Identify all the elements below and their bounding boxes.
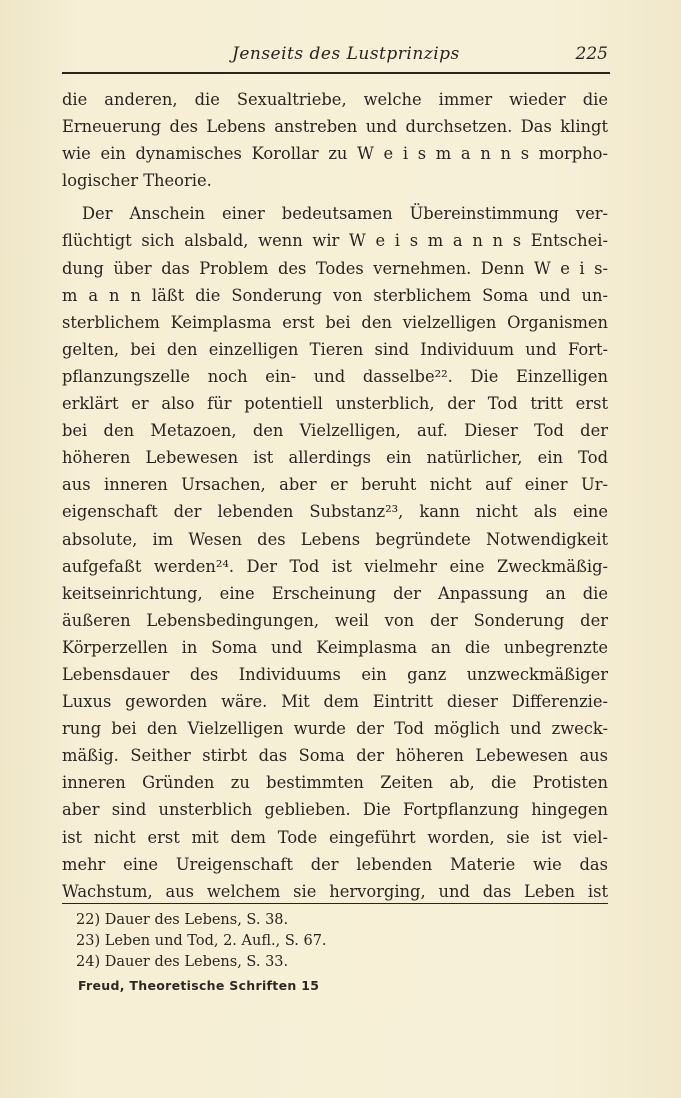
footnote: 24) Dauer des Lebens, S. 33. bbox=[76, 954, 289, 970]
text-line: eigenschaft der lebenden Substanz²³, kann nicht als eine bbox=[62, 502, 608, 522]
text-line: aber sind unsterblich geblieben. Die Fortpflanzung hingegen bbox=[62, 800, 608, 820]
text-line: m a n n läßt die Sonderung von sterblichem Soma und un- bbox=[62, 285, 608, 305]
footnote: 22) Dauer des Lebens, S. 38. bbox=[76, 912, 289, 928]
text-line: bei den Metazoen, den Vielzelligen, auf. Dieser Tod der bbox=[62, 421, 608, 441]
text-line: dung über das Problem des Todes vernehmen. Denn W e i s- bbox=[62, 258, 608, 278]
text-line: mäßig. Seither stirbt das Soma der höheren Lebewesen aus bbox=[62, 746, 608, 766]
footnote-divider bbox=[62, 903, 608, 904]
footnote: 23) Leben und Tod, 2. Aufl., S. 67. bbox=[76, 933, 327, 949]
text-line: absolute, im Wesen des Lebens begründete Notwendigkeit bbox=[62, 529, 608, 549]
printer-signature: Freud, Theoretische Schriften 15 bbox=[78, 978, 320, 993]
text-line: inneren Gründen zu bestimmten Zeiten ab, die Protisten bbox=[62, 773, 608, 793]
text-line: die anderen, die Sexualtriebe, welche immer wieder die bbox=[62, 90, 608, 109]
text-line: mehr eine Ureigenschaft der lebenden Materie wie das bbox=[62, 854, 608, 874]
text-line: keitseinrichtung, eine Erscheinung der Anpassung an die bbox=[62, 583, 608, 603]
text-line: logischer Theorie. bbox=[62, 171, 212, 191]
text-line: äußeren Lebensbedingungen, weil von der Sonderung der bbox=[62, 610, 608, 630]
text-line: sterblichem Keimplasma erst bei den vielzelligen Organismen bbox=[62, 312, 608, 332]
text-line: pflanzungszelle noch ein- und dasselbe²². Die Einzelligen bbox=[62, 366, 608, 386]
text-line: erklärt er also für potentiell unsterblich, der Tod tritt erst bbox=[62, 394, 608, 414]
text-line: Lebensdauer des Individuums ein ganz unzweckmäßiger bbox=[62, 664, 608, 684]
text-line: Luxus geworden wäre. Mit dem Eintritt dieser Differenzie- bbox=[62, 692, 608, 712]
text-line: Körperzellen in Soma und Keimplasma an die unbegrenzte bbox=[62, 637, 608, 657]
text-line: rung bei den Vielzelligen wurde der Tod möglich und zweck- bbox=[62, 719, 608, 739]
text-line: wie ein dynamisches Korollar zu W e i s m a n n s morpho- bbox=[62, 144, 608, 164]
text-line: gelten, bei den einzelligen Tieren sind Individuum und Fort- bbox=[62, 339, 608, 359]
text-line: Wachstum, aus welchem sie hervorging, und das Leben ist bbox=[62, 881, 608, 901]
text-line: aus inneren Ursachen, aber er beruht nicht auf einer Ur- bbox=[62, 475, 608, 495]
text-line: ist nicht erst mit dem Tode eingeführt worden, sie ist viel- bbox=[62, 827, 608, 847]
running-title: Jenseits des Lustprinzips bbox=[232, 44, 460, 64]
text-line: aufgefaßt werden²⁴. Der Tod ist vielmehr eine Zweckmäßig- bbox=[62, 556, 608, 576]
footnotes bbox=[76, 910, 576, 973]
text-line: Der Anschein einer bedeutsamen Übereinstimmung ver- bbox=[82, 204, 608, 224]
text-line: höheren Lebewesen ist allerdings ein natürlicher, ein Tod bbox=[62, 448, 608, 468]
text-line: flüchtigt sich alsbald, wenn wir W e i s m a n n s Entschei- bbox=[62, 231, 608, 251]
text-line: Erneuerung des Lebens anstreben und durchsetzen. Das klingt bbox=[62, 117, 608, 137]
page-number: 225 bbox=[575, 44, 608, 64]
body-text bbox=[62, 86, 608, 905]
page-header bbox=[62, 40, 610, 74]
